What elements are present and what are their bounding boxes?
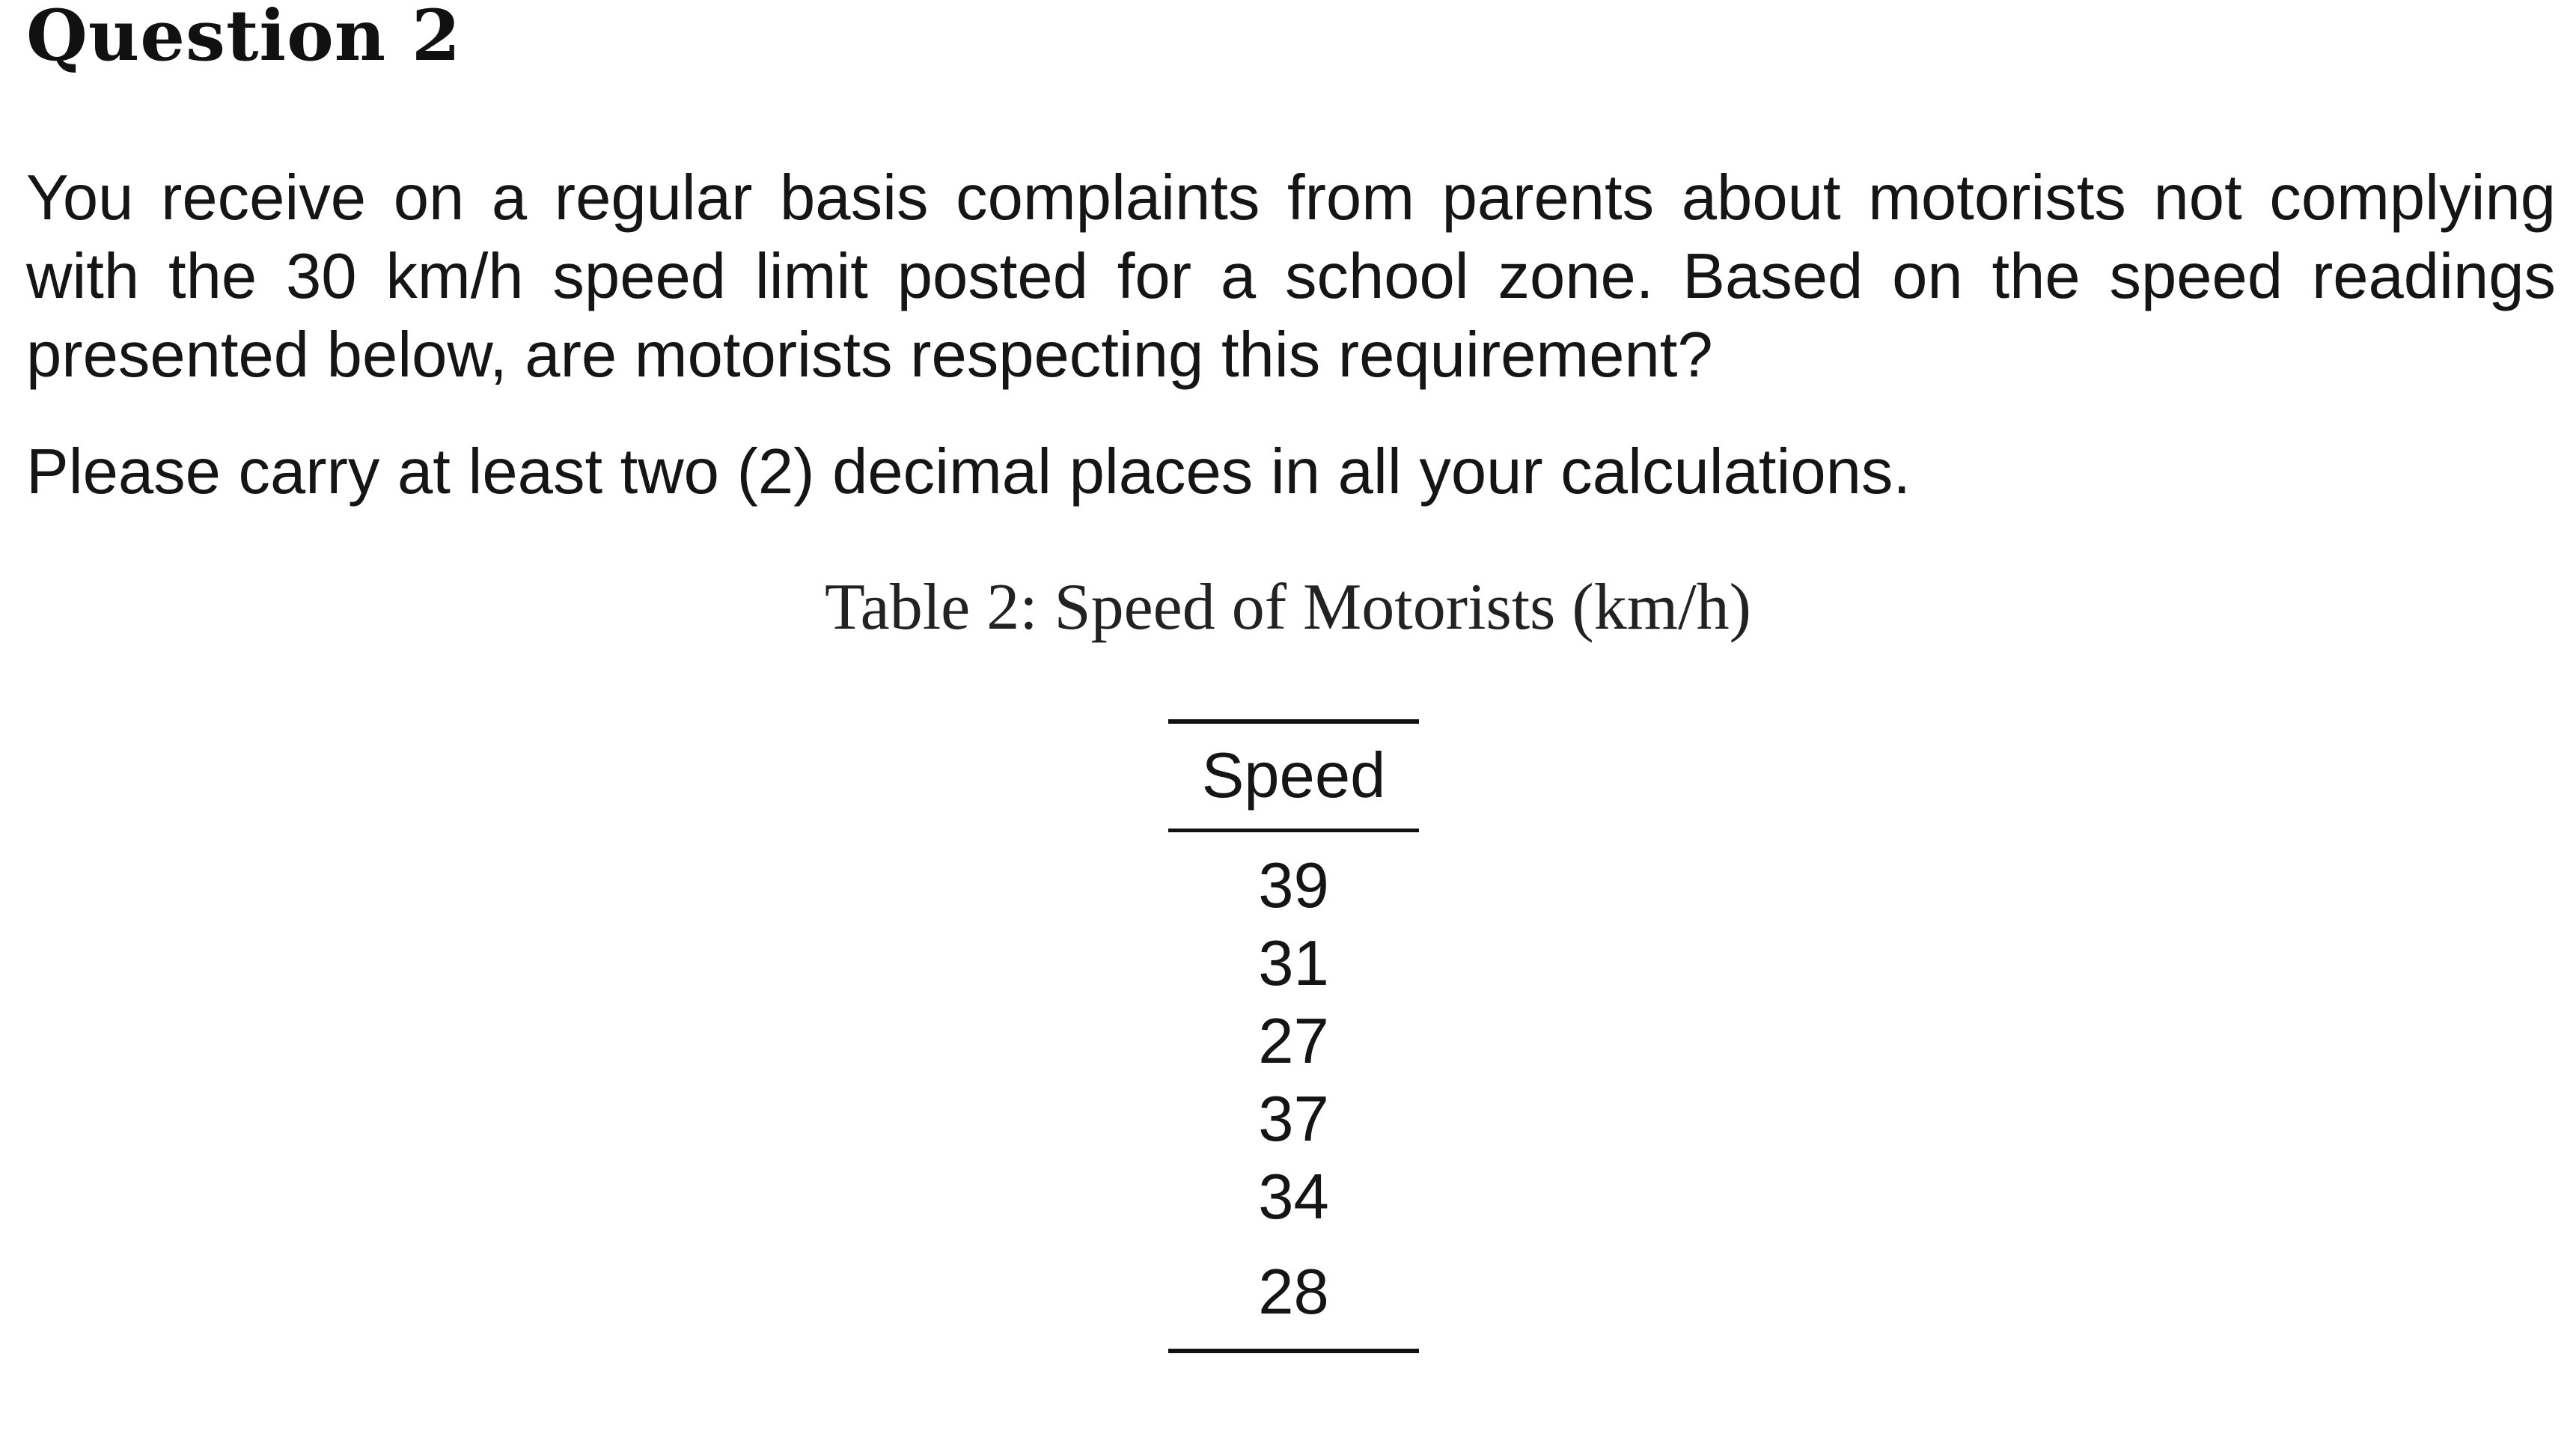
speed-cell: 31 [1258, 928, 1329, 999]
table-row [1168, 1159, 1419, 1236]
column-header-speed: Speed [1168, 721, 1419, 831]
table-row [1168, 925, 1419, 1003]
question-title: Question 2 [26, 0, 462, 77]
speed-cell: 34 [1258, 1162, 1329, 1233]
table-row [1168, 1081, 1419, 1159]
table-row [1168, 1236, 1419, 1351]
table-row [1168, 1003, 1419, 1081]
speed-table [1168, 719, 1419, 1353]
question-paragraph: You receive on a regular basis complaints from parents about motorists not complying with the 30 km/h speed limit posted for a school zone. Based on the speed readings presented below, are motorists respecting this requirement? [26, 162, 2556, 391]
table-header-row [1168, 721, 1419, 831]
speed-cell: 27 [1258, 1006, 1329, 1077]
speed-table-container [1168, 719, 1419, 1353]
speed-cell: 39 [1258, 850, 1329, 921]
table-row [1168, 831, 1419, 926]
speed-cell: 37 [1258, 1084, 1329, 1155]
table-caption: Table 2: Speed of Motorists (km/h) [825, 571, 1751, 644]
speed-cell: 28 [1168, 1236, 1419, 1351]
calculation-note: Please carry at least two (2) decimal places in all your calculations. [26, 436, 1911, 507]
